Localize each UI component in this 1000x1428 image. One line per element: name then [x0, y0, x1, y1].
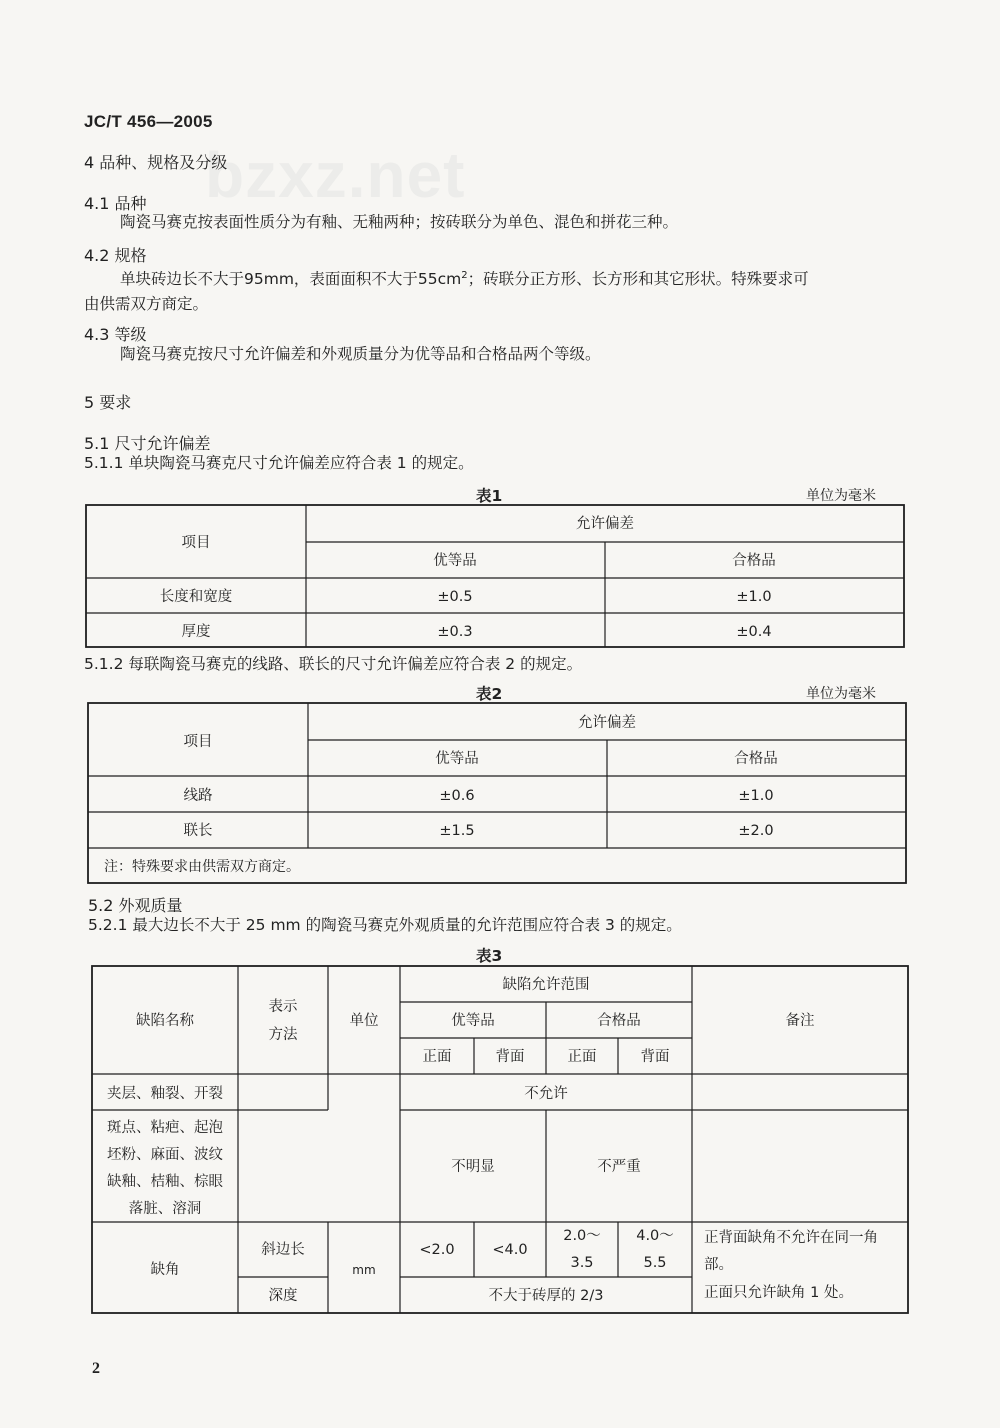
section-4-3-text: 陶瓷马赛克按尺寸允许偏差和外观质量分为优等品和合格品两个等级。 [120, 345, 601, 363]
section-4-heading: 4 品种、规格及分级 [84, 153, 228, 172]
table2-header-superior: 优等品 [435, 751, 479, 767]
t3-r3-q-front-1: 2.0～ [563, 1228, 601, 1244]
table1-header-item: 项目 [181, 535, 211, 551]
t3-header-qualified: 合格品 [597, 1013, 641, 1029]
t3-r2-defect-l1: 斑点、粘疤、起泡 [107, 1120, 223, 1136]
section-4-3-heading: 4.3 等级 [84, 325, 147, 344]
table2-row1-superior: ±0.6 [439, 788, 475, 804]
t3-r3-unit: mm [352, 1263, 376, 1277]
page-number: 2 [92, 1360, 100, 1377]
table1-unit: 单位为毫米 [806, 488, 876, 504]
t3-header-unit: 单位 [349, 1013, 379, 1029]
table1-row2-qualified: ±0.4 [736, 624, 772, 640]
t3-r3-q-back-1: 4.0～ [636, 1228, 674, 1244]
t3-header-range: 缺陷允许范围 [502, 977, 590, 993]
watermark: bzxz.net [205, 139, 466, 211]
t3-r3-remark-l1: 正背面缺角不允许在同一角 [704, 1230, 878, 1246]
table1-row1-item: 长度和宽度 [159, 589, 233, 605]
t3-r3-sup-back: <4.0 [492, 1242, 528, 1258]
table2-row2-item: 联长 [183, 823, 213, 839]
t3-r3-q-front-2: 3.5 [570, 1255, 594, 1271]
section-5-2-1-text: 5.2.1 最大边长不大于 25 mm 的陶瓷马赛克外观质量的允许范围应符合表 3 的规定。 [88, 916, 682, 934]
t3-r2-defect-l4: 落脏、溶洞 [128, 1201, 202, 1217]
t3-header-q-front: 正面 [567, 1049, 597, 1065]
t3-r1-defect: 夹层、釉裂、开裂 [107, 1086, 223, 1102]
table1-row1-superior: ±0.5 [437, 589, 473, 605]
section-5-2-heading: 5.2 外观质量 [88, 896, 183, 915]
t3-r1-value: 不允许 [524, 1086, 568, 1102]
t3-header-sup-front: 正面 [422, 1049, 452, 1065]
s42-sup: 2 [461, 270, 468, 281]
t3-r3-remark-l3: 正面只允许缺角 1 处。 [704, 1285, 853, 1301]
t3-r2-superior: 不明显 [451, 1159, 495, 1175]
t3-r2-defect-l3: 缺釉、桔釉、棕眼 [107, 1174, 223, 1190]
section-5-heading: 5 要求 [84, 393, 132, 412]
s42-a: 单块砖边长不大于95mm，表面面积不大于55cm [120, 270, 462, 289]
table2-header-allow: 允许偏差 [578, 715, 636, 731]
table3-caption: 表3 [476, 947, 503, 965]
t3-r3-method-b: 深度 [268, 1288, 298, 1304]
section-4-1-heading: 4.1 品种 [84, 194, 147, 213]
table1-row2-item: 厚度 [181, 624, 211, 640]
t3-r2-qualified: 不严重 [597, 1159, 641, 1175]
t3-header-defect: 缺陷名称 [136, 1013, 194, 1029]
t3-header-method-2: 方法 [268, 1027, 298, 1043]
t3-header-remark: 备注 [785, 1013, 815, 1029]
t3-header-sup-back: 背面 [495, 1049, 525, 1065]
table2-unit: 单位为毫米 [806, 686, 876, 702]
t3-r3-sup-front: <2.0 [419, 1242, 455, 1258]
table1-header-superior: 优等品 [433, 553, 477, 569]
t3-header-superior: 优等品 [451, 1013, 495, 1029]
t3-r3-method-a: 斜边长 [261, 1242, 305, 1258]
table2-row2-qualified: ±2.0 [738, 823, 774, 839]
section-4-1-text: 陶瓷马赛克按表面性质分为有釉、无釉两种；按砖联分为单色、混色和拼花三种。 [120, 213, 679, 231]
table2-note: 注：特殊要求由供需双方商定。 [104, 859, 300, 875]
section-5-1-1-text: 5.1.1 单块陶瓷马赛克尺寸允许偏差应符合表 1 的规定。 [84, 454, 474, 472]
s42-b: ；砖联分正方形、长方形和其它形状。特殊要求可 [467, 270, 809, 289]
section-5-1-2-text: 5.1.2 每联陶瓷马赛克的线路、联长的尺寸允许偏差应符合表 2 的规定。 [84, 655, 583, 673]
table2-caption: 表2 [476, 685, 503, 703]
t3-r3-remark-l2: 部。 [704, 1257, 733, 1273]
section-4-2-heading: 4.2 规格 [84, 246, 147, 265]
t3-r3-q-back-2: 5.5 [643, 1255, 667, 1271]
table2-header-item: 项目 [183, 734, 213, 750]
t3-header-method-1: 表示 [268, 999, 298, 1015]
table1-header-allow: 允许偏差 [576, 516, 634, 532]
table2-row1-qualified: ±1.0 [738, 788, 774, 804]
t3-r3-defect: 缺角 [150, 1262, 180, 1278]
table2-row2-superior: ±1.5 [439, 823, 475, 839]
table1-row2-superior: ±0.3 [437, 624, 473, 640]
table1-row1-qualified: ±1.0 [736, 589, 772, 605]
section-5-1-heading: 5.1 尺寸允许偏差 [84, 434, 211, 453]
table1-header-qualified: 合格品 [732, 553, 776, 569]
table1-caption: 表1 [476, 487, 503, 505]
table2-row1-item: 线路 [183, 788, 213, 804]
standard-code: JC/T 456—2005 [84, 112, 213, 131]
t3-r2-defect-l2: 坯粉、麻面、波纹 [107, 1147, 223, 1163]
t3-r3-depth: 不大于砖厚的 2/3 [488, 1288, 604, 1304]
section-4-2-text-line2: 由供需双方商定。 [84, 295, 209, 313]
t3-header-q-back: 背面 [640, 1049, 670, 1065]
table2-header-qualified: 合格品 [734, 751, 778, 767]
